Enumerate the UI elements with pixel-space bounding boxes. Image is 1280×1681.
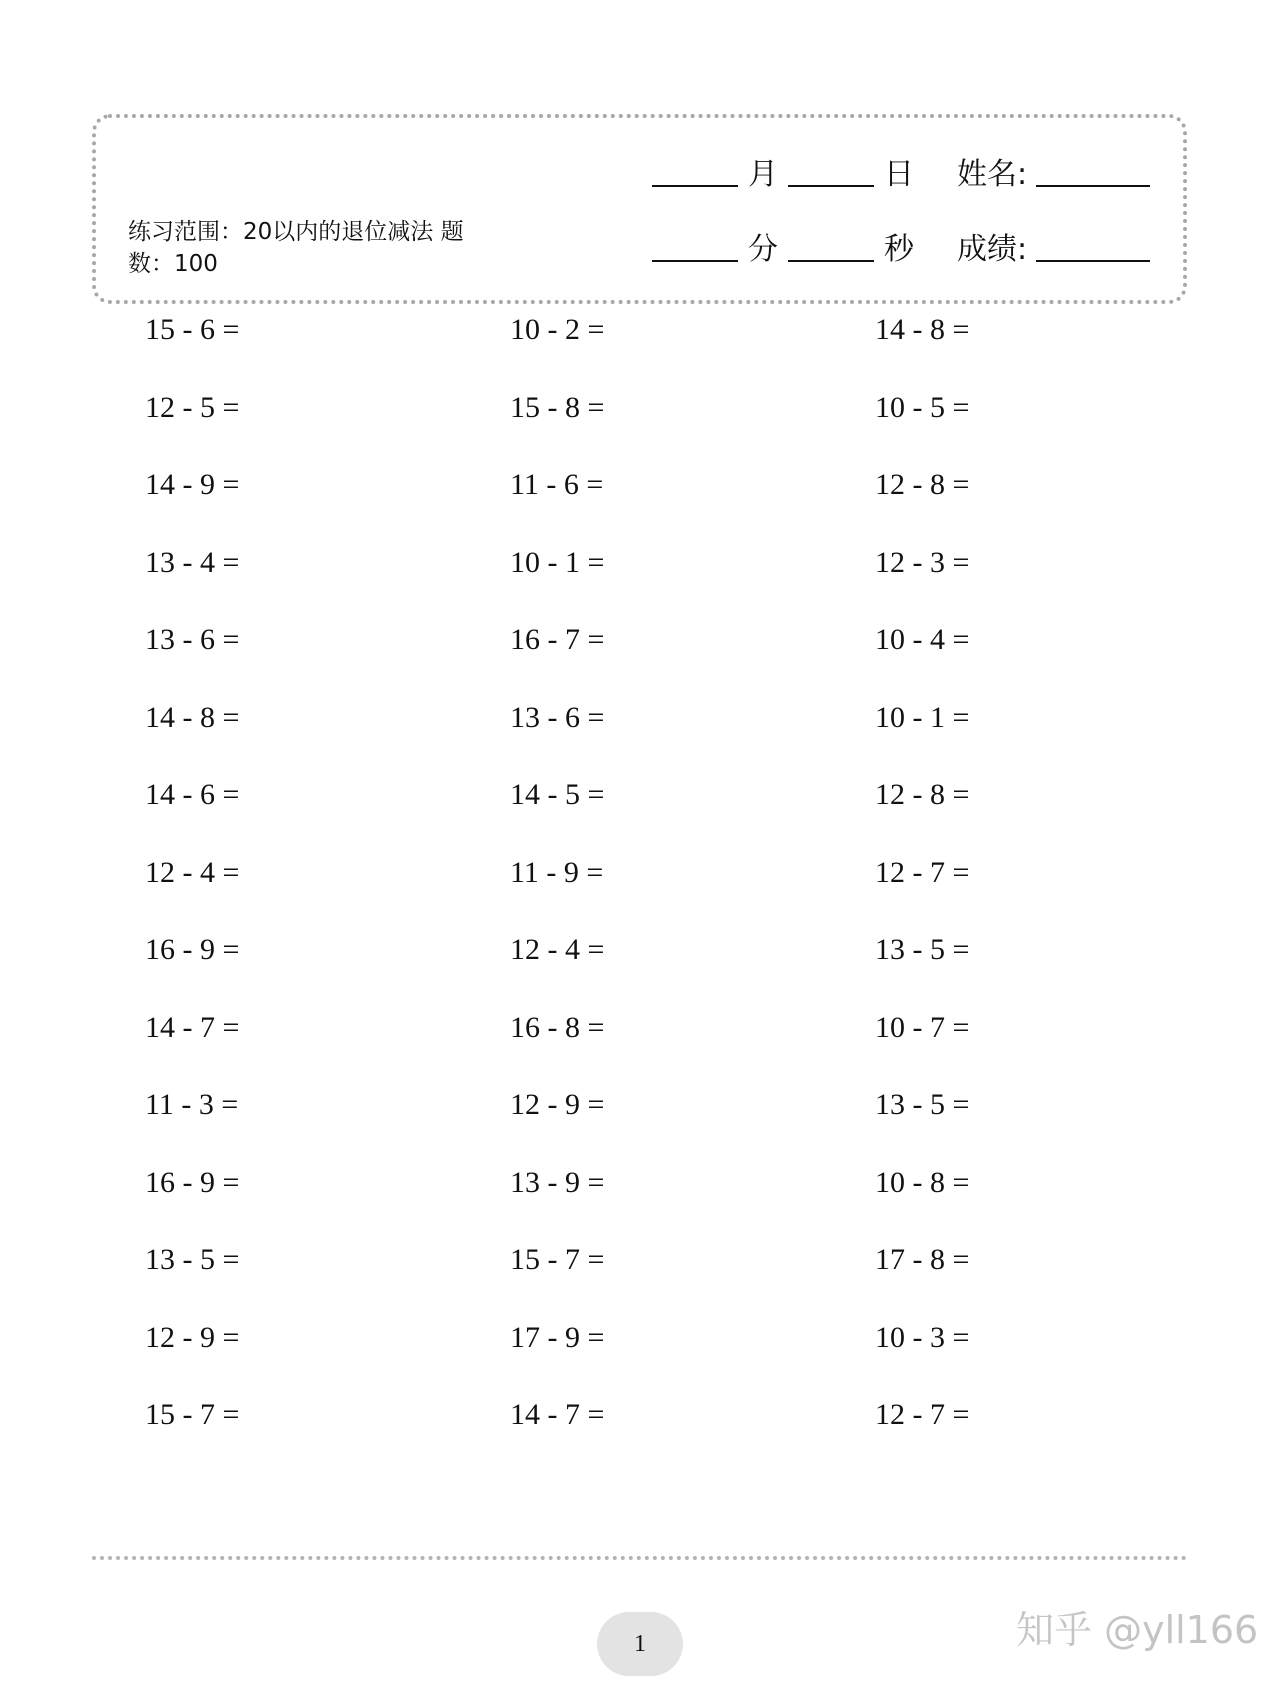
problem-item: 12 - 4 = <box>145 856 240 889</box>
problem-item: 10 - 3 = <box>875 1321 970 1354</box>
name-blank[interactable] <box>1036 185 1150 187</box>
problem-item: 13 - 5 = <box>875 933 970 966</box>
score-label: 成绩: <box>957 232 1028 267</box>
problem-item: 14 - 8 = <box>875 313 970 346</box>
problem-item: 10 - 4 = <box>875 623 970 656</box>
second-blank[interactable] <box>788 260 874 262</box>
problem-item: 14 - 9 = <box>145 468 240 501</box>
practice-scope-text: 练习范围：20以内的退位减法 题数：100 <box>128 219 464 277</box>
problem-item: 17 - 8 = <box>875 1243 970 1276</box>
problem-item: 16 - 7 = <box>510 623 605 656</box>
problem-item: 12 - 9 = <box>510 1088 605 1121</box>
problem-item: 10 - 1 = <box>510 546 605 579</box>
problem-item: 14 - 7 = <box>510 1398 605 1431</box>
month-label: 月 <box>748 157 778 192</box>
minute-label: 分 <box>748 232 778 267</box>
problem-item: 12 - 7 = <box>875 1398 970 1431</box>
problem-item: 10 - 7 = <box>875 1011 970 1044</box>
time-score-row <box>652 230 1152 270</box>
problem-item: 13 - 5 = <box>145 1243 240 1276</box>
problem-item: 15 - 7 = <box>510 1243 605 1276</box>
problem-item: 12 - 9 = <box>145 1321 240 1354</box>
problem-item: 12 - 3 = <box>875 546 970 579</box>
day-label: 日 <box>884 157 914 192</box>
footer-divider <box>92 1556 1187 1560</box>
date-name-row <box>652 155 1152 195</box>
problem-item: 11 - 6 = <box>510 468 604 501</box>
name-label: 姓名: <box>957 157 1028 192</box>
second-label: 秒 <box>884 232 914 267</box>
problem-item: 10 - 2 = <box>510 313 605 346</box>
score-blank[interactable] <box>1036 260 1150 262</box>
problem-item: 14 - 6 = <box>145 778 240 811</box>
problem-item: 10 - 5 = <box>875 391 970 424</box>
problem-item: 10 - 1 = <box>875 701 970 734</box>
problem-item: 15 - 6 = <box>145 313 240 346</box>
problem-item: 13 - 5 = <box>875 1088 970 1121</box>
problem-item: 10 - 8 = <box>875 1166 970 1199</box>
watermark: 知乎 @yll166 <box>1016 1608 1259 1652</box>
problem-item: 12 - 5 = <box>145 391 240 424</box>
problem-item: 16 - 8 = <box>510 1011 605 1044</box>
problem-item: 14 - 7 = <box>145 1011 240 1044</box>
problem-item: 12 - 7 = <box>875 856 970 889</box>
problem-item: 15 - 8 = <box>510 391 605 424</box>
problem-item: 16 - 9 = <box>145 933 240 966</box>
minute-blank[interactable] <box>652 260 738 262</box>
problem-item: 11 - 9 = <box>510 856 604 889</box>
problem-item: 12 - 4 = <box>510 933 605 966</box>
problem-item: 12 - 8 = <box>875 778 970 811</box>
problem-item: 12 - 8 = <box>875 468 970 501</box>
problem-item: 14 - 8 = <box>145 701 240 734</box>
problem-item: 17 - 9 = <box>510 1321 605 1354</box>
page-number: 1 <box>597 1612 683 1676</box>
problem-item: 16 - 9 = <box>145 1166 240 1199</box>
day-blank[interactable] <box>788 185 874 187</box>
problem-item: 13 - 9 = <box>510 1166 605 1199</box>
problem-item: 15 - 7 = <box>145 1398 240 1431</box>
problem-item: 13 - 4 = <box>145 546 240 579</box>
problem-item: 14 - 5 = <box>510 778 605 811</box>
month-blank[interactable] <box>652 185 738 187</box>
problem-item: 13 - 6 = <box>145 623 240 656</box>
problem-item: 13 - 6 = <box>510 701 605 734</box>
problem-item: 11 - 3 = <box>145 1088 239 1121</box>
